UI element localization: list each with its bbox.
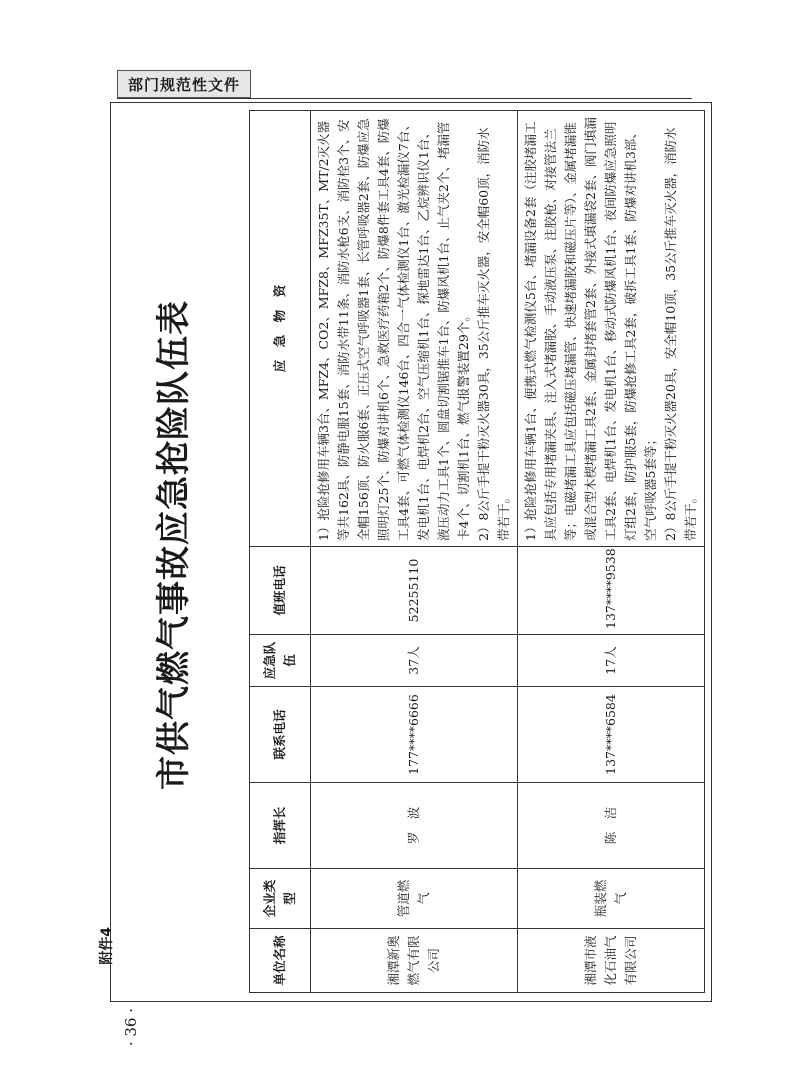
contact-phone: 177****6666 (311, 687, 518, 783)
commander-name: 陈 洁 (518, 783, 705, 869)
col-phone: 联系电话 (250, 687, 311, 783)
table-row (518, 111, 705, 993)
col-unit: 单位名称 (250, 929, 311, 993)
unit-name: 湘潭新奥燃气有限公司 (311, 929, 518, 993)
table-row (311, 111, 518, 993)
supplies-item-2: 2）8公斤手提干粉灭火器30具，35公斤推车灭火器，安全帽60顶，消防水带若干。 (476, 127, 511, 541)
unit-type: 管道燃气 (311, 869, 518, 929)
annex-label: 附件4 (99, 927, 115, 965)
page-number: · 36 · (122, 1008, 140, 1047)
col-team: 应急队伍 (250, 635, 311, 687)
supplies-cell (311, 111, 518, 547)
rotated-page-content (80, 50, 760, 1050)
duty-phone: 137****9538 (518, 547, 705, 635)
team-size: 17人 (518, 635, 705, 687)
table-header-row (250, 111, 311, 993)
emergency-team-table (249, 110, 705, 993)
supplies-cell (518, 111, 705, 547)
unit-type: 瓶装燃气 (518, 869, 705, 929)
duty-phone: 52255110 (311, 547, 518, 635)
commander-name: 罗 波 (311, 783, 518, 869)
supplies-item-2: 2）8公斤手提干粉灭火器20具，安全帽10顶，35公斤推车灭火器，消防水带若干。 (663, 127, 698, 541)
col-type: 企业类型 (250, 869, 311, 929)
unit-name: 湘潭市液化石油气有限公司 (518, 929, 705, 993)
supplies-item-1: 1）抢险抢修用车辆1台、便携式燃气检测仪5台、堵漏设备2套（注胶堵漏工具应包括专用堵漏夹具、注入式堵漏胶、手动液压泵、注胶枪、对接管法兰等；电磁堵漏工具应包括磁压堵漏管、快速堵漏胶和磁压片等）、金属堵漏锥或混合型木楔堵漏工具2套、金属封堵套管2套、外接式填漏袋2套、阀门填漏工具2套、电焊机1台、发电机1台、移动式防爆风机1台、夜间防爆应急照明灯组2套，防护服5套，防爆抢修工具2套，破拆工具1套、防爆对讲机3部、空气呼吸器5套等； (523, 117, 658, 541)
col-duty-phone: 值班电话 (250, 547, 311, 635)
contact-phone: 137****6584 (518, 687, 705, 783)
document-title: 市供气燃气事故应急抢险队伍表 (154, 300, 194, 790)
col-supplies: 应 急 物 资 (250, 111, 311, 547)
col-commander: 指挥长 (250, 783, 311, 869)
team-size: 37人 (311, 635, 518, 687)
supplies-item-1: 1）抢险抢修用车辆3台、MFZ4、CO2、MFZ8、MFZ35T、MT/2灭火器等共162具、防静电服15套、消防水带11条、消防水枪6支、消防栓3个、安全帽156顶、防火服6套、正压式空气呼吸器1套、长管呼吸器2套、防爆应急照明灯25个、防爆对讲机6个、急救医疗药箱2个、防爆8件套工具4套、防爆工具4套、可燃气体检测仪146台、四合一气体检测仪1台、激光检漏仪7台、发电机1台、电焊机2台、空气压缩机1台、探地雷达1台、乙烷辨识仪1台、液压动力工具1个、圆盘切割锯推车1台、防爆风机1台、止气夹2个、堵漏管卡4个、切割机1台、燃气报警装置29个。 (316, 118, 471, 541)
section-tag: 部门规范性文件 (117, 70, 251, 98)
